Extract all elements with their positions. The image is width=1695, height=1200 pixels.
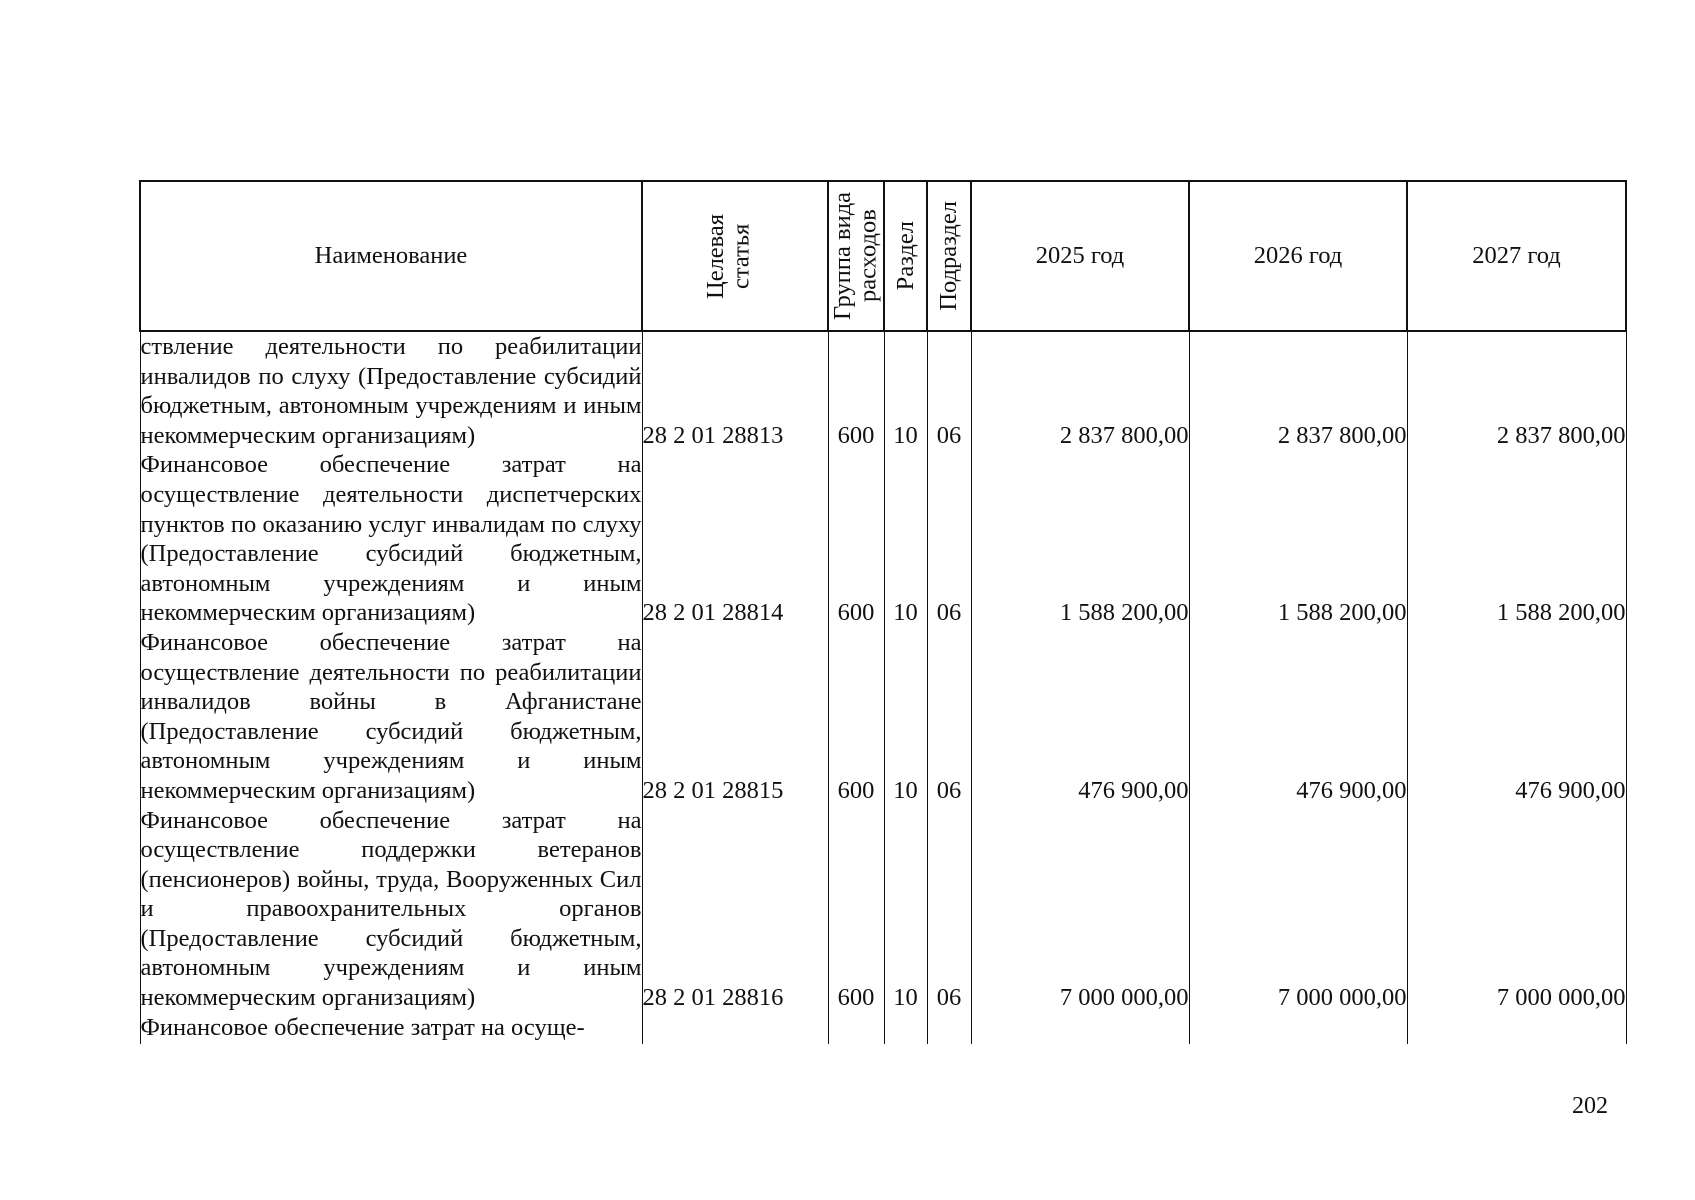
header-target: [642, 181, 828, 331]
row-subsection: 06: [927, 331, 971, 450]
header-subsection: [927, 181, 971, 331]
row-name-continued: Финансовое обеспечение затрат на осуще-: [140, 1013, 642, 1045]
row-target: 28 2 01 28815: [642, 628, 828, 806]
row-name: Финансовое обеспечение затрат на осуществление поддержки ветеранов (пенсионеров) войны, труда, Вооруженных Сил и правоохранительных органов (Предоставление субсидий бюджетным, автономным учреждениям и иным некоммерческим организациям): [140, 806, 642, 1012]
row-2025: 1 588 200,00: [971, 450, 1189, 628]
row-2027: 476 900,00: [1407, 628, 1626, 806]
row-section: 10: [884, 628, 927, 806]
row-2027: 7 000 000,00: [1407, 806, 1626, 1013]
row-subsection: 06: [927, 628, 971, 806]
table-row-continued: [140, 1013, 1626, 1045]
header-2025: 2025 год: [971, 181, 1189, 331]
row-target: 28 2 01 28814: [642, 450, 828, 628]
header-target-label: Целевая статья: [702, 213, 755, 299]
row-subsection: 06: [927, 806, 971, 1013]
table-row: [140, 806, 1626, 1013]
row-2026: 7 000 000,00: [1189, 806, 1407, 1013]
row-2026: 1 588 200,00: [1189, 450, 1407, 628]
row-target: 28 2 01 28816: [642, 806, 828, 1013]
row-2026: 2 837 800,00: [1189, 331, 1407, 450]
header-2027: 2027 год: [1407, 181, 1626, 331]
empty-cell: [1189, 1013, 1407, 1045]
row-group: 600: [828, 806, 884, 1013]
table-row: [140, 628, 1626, 806]
row-2027: 1 588 200,00: [1407, 450, 1626, 628]
empty-cell: [828, 1013, 884, 1045]
table-header-row: [140, 181, 1626, 331]
row-name: Финансовое обеспечение затрат на осуществление деятельности по реабилитации инвалидов войны в Афганистане (Предоставление субсидий бюджетным, автономным учреждениям и иным некоммерческим организациям): [140, 628, 642, 804]
header-section: [884, 181, 927, 331]
row-group: 600: [828, 331, 884, 450]
row-section: 10: [884, 450, 927, 628]
empty-cell: [927, 1013, 971, 1045]
empty-cell: [1407, 1013, 1626, 1045]
row-target: 28 2 01 28813: [642, 331, 828, 450]
header-section-label: Раздел: [891, 221, 919, 291]
row-name: ствление деятельности по реабилитации инвалидов по слуху (Предоставление субсидий бюджетным, автономным учреждениям и иным некоммерческим организациям): [140, 333, 642, 449]
header-2026: 2026 год: [1189, 181, 1407, 331]
empty-cell: [971, 1013, 1189, 1045]
table-row: [140, 450, 1626, 628]
table-row: [140, 331, 1626, 450]
row-section: 10: [884, 331, 927, 450]
empty-cell: [884, 1013, 927, 1045]
row-2025: 476 900,00: [971, 628, 1189, 806]
page-number: 202: [1572, 1093, 1608, 1119]
row-2026: 476 900,00: [1189, 628, 1407, 806]
header-name: Наименование: [140, 181, 642, 331]
empty-cell: [642, 1013, 828, 1045]
row-2027: 2 837 800,00: [1407, 331, 1626, 450]
row-group: 600: [828, 628, 884, 806]
header-expense-group-label: Группа вида расходов: [829, 191, 882, 321]
budget-table: [139, 180, 1627, 1044]
row-section: 10: [884, 806, 927, 1013]
row-group: 600: [828, 450, 884, 628]
row-name: Финансовое обеспечение затрат на осуществление деятельности диспетчерских пунктов по оказанию услуг инвалидам по слуху (Предоставление субсидий бюджетным, автономным учреждениям и иным некоммерческим организациям): [140, 451, 642, 627]
row-2025: 7 000 000,00: [971, 806, 1189, 1013]
header-subsection-label: Подраздел: [935, 201, 963, 311]
row-2025: 2 837 800,00: [971, 331, 1189, 450]
row-subsection: 06: [927, 450, 971, 628]
header-expense-group: [828, 181, 884, 331]
